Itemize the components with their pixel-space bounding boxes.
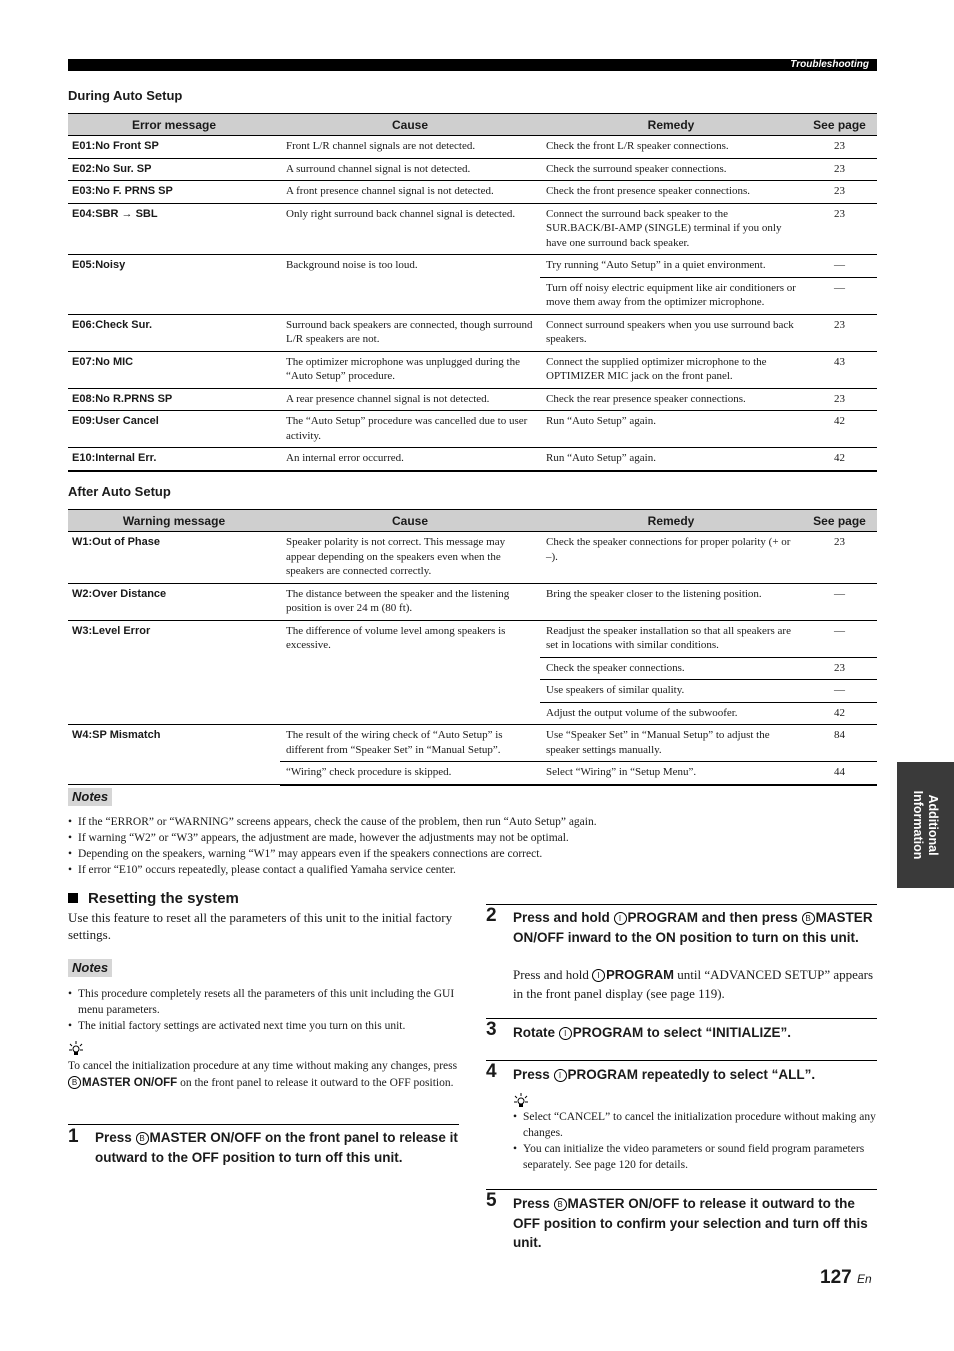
cause: An internal error occurred.: [280, 448, 540, 471]
reset-heading: [68, 890, 239, 907]
circled-b-icon: B: [554, 1198, 567, 1211]
cause: Surround back speakers are connected, though surround L/R speakers are not.: [280, 314, 540, 351]
step-number: 5: [486, 1190, 497, 1211]
tip-icon: [68, 1040, 84, 1060]
step-text: and then press: [698, 910, 802, 925]
remedy: Select “Wiring” in “Setup Menu”.: [540, 762, 802, 785]
tip-text-b: on the front panel to release it outward to the OFF position.: [177, 1076, 454, 1089]
square-bullet-icon: [68, 893, 78, 903]
remedy: Try running “Auto Setup” in a quiet environment.: [540, 255, 802, 278]
divider: [486, 1189, 877, 1190]
see-page: 23: [802, 181, 877, 204]
warning-message: W3:Level Error: [68, 620, 280, 725]
table-row: [68, 314, 877, 351]
step-text: to select “INITIALIZE”.: [643, 1025, 792, 1040]
key-label: PROGRAM: [572, 1025, 644, 1040]
step1-text: [95, 1128, 460, 1167]
key-label: MASTER ON/OFF: [82, 1076, 178, 1089]
see-page: 42: [802, 448, 877, 471]
key-label: PROGRAM: [627, 910, 699, 925]
step-text: inward to the ON position to turn on this unit.: [564, 929, 859, 945]
header-bar: [68, 59, 877, 71]
remedy: Adjust the output volume of the subwoofer.: [540, 702, 802, 725]
error-message: E09:User Cancel: [68, 411, 280, 448]
note-item: • If warning “W2” or “W3” appears, the adjustment are made, however the adjustments may not be optimal.: [68, 830, 868, 846]
tip-text-a: To cancel the initialization procedure at any time without making any changes, press: [68, 1060, 458, 1072]
key-label: PROGRAM: [567, 1067, 639, 1082]
key-label: MASTER ON/OFF: [513, 910, 873, 945]
cause: Speaker polarity is not correct. This message may appear depending on the speakers even when the speakers are connected correctly.: [280, 532, 540, 584]
error-message: E08:No R.PRNS SP: [68, 388, 280, 411]
see-page: —: [802, 583, 877, 620]
remedy: Use speakers of similar quality.: [540, 680, 802, 703]
divider: [486, 904, 877, 905]
error-message: E02:No Sur. SP: [68, 158, 280, 181]
circled-b-icon: B: [802, 912, 815, 925]
page-number-value: 127: [820, 1267, 852, 1288]
remedy: Run “Auto Setup” again.: [540, 448, 802, 471]
step4-tips: [513, 1109, 877, 1173]
see-page: 23: [802, 388, 877, 411]
key-label: MASTER ON/OFF: [567, 1196, 680, 1211]
step-text: Press: [513, 1196, 554, 1211]
reset-intro: Use this feature to reset all the parameters of this unit to the initial factory settings.: [68, 910, 453, 942]
warning-message: W2:Over Distance: [68, 583, 280, 620]
remedy: Use “Speaker Set” in “Manual Setup” to adjust the speaker settings manually.: [540, 725, 802, 762]
remedy: Run “Auto Setup” again.: [540, 411, 802, 448]
note-item: • If the “ERROR” or “WARNING” screens appears, check the cause of the problem, then run “Auto Setup” again.: [68, 814, 868, 830]
language-code: En: [856, 1272, 872, 1286]
cause: The difference of volume level among speakers is excessive.: [280, 620, 540, 725]
see-page: —: [802, 620, 877, 657]
remedy: Connect the supplied optimizer microphone to the OPTIMIZER MIC jack on the front panel.: [540, 351, 802, 388]
table-row: [68, 411, 877, 448]
note-item: • This procedure completely resets all the parameters of this unit including the GUI menu parameters.: [68, 986, 460, 1018]
step-text: Press: [513, 1067, 554, 1082]
table-row: [68, 448, 877, 471]
step-text: Rotate: [513, 1025, 559, 1040]
cause: “Wiring” check procedure is skipped.: [280, 762, 540, 785]
key-label: MASTER ON/OFF: [149, 1130, 262, 1145]
cause: The optimizer microphone was unplugged during the “Auto Setup” procedure.: [280, 351, 540, 388]
circled-b-icon: B: [68, 1076, 81, 1089]
see-page: 84: [802, 725, 877, 762]
during-title: During Auto Setup: [68, 88, 183, 103]
table-row: [68, 388, 877, 411]
col-header: Remedy: [540, 114, 802, 136]
see-page: —: [802, 277, 877, 314]
notes-list: [68, 814, 868, 878]
table-row: [68, 351, 877, 388]
tip-item: • Select “CANCEL” to cancel the initialization procedure without making any changes.: [513, 1109, 877, 1141]
step-text: Press and hold: [513, 910, 614, 925]
section-title: Troubleshooting: [790, 59, 869, 70]
col-header: Cause: [280, 510, 540, 532]
after-title: After Auto Setup: [68, 484, 171, 499]
remedy: Check the front presence speaker connections.: [540, 181, 802, 204]
table-row: [68, 725, 877, 762]
step-text: on the front panel to release it outward to the OFF position to turn off this unit.: [95, 1130, 458, 1165]
col-header: See page: [802, 510, 877, 532]
remedy: Readjust the speaker installation so that all speakers are set in locations with similar conditions.: [540, 620, 802, 657]
page-number: [820, 1267, 872, 1289]
note-item: • If error “E10” occurs repeatedly, please contact a qualified Yamaha service center.: [68, 862, 868, 878]
step-number: 1: [68, 1126, 79, 1147]
note-item: • Depending on the speakers, warning “W1” may appears even if the speakers connections are correct.: [68, 846, 868, 862]
cause: Only right surround back channel signal is detected.: [280, 203, 540, 255]
circled-b-icon: B: [136, 1132, 149, 1145]
divider: [486, 1060, 877, 1061]
circled-i-icon: I: [614, 912, 627, 925]
step3-text: [513, 1023, 877, 1043]
divider: [68, 1124, 459, 1125]
step5-text: [513, 1194, 877, 1253]
remedy: Check the speaker connections.: [540, 657, 802, 680]
col-header: Error message: [68, 114, 280, 136]
error-message: E04:SBR → SBL: [68, 203, 280, 255]
table-row: [68, 532, 877, 584]
error-message: E05:Noisy: [68, 255, 280, 315]
note-item: • The initial factory settings are activated next time you turn on this unit.: [68, 1018, 460, 1034]
step4-text: [513, 1065, 877, 1085]
see-page: 23: [802, 532, 877, 584]
cause: The distance between the speaker and the listening position is over 24 m (80 ft).: [280, 583, 540, 620]
table-row: [68, 583, 877, 620]
warning-message: W1:Out of Phase: [68, 532, 280, 584]
tip-text: [68, 1058, 460, 1091]
error-message: E01:No Front SP: [68, 136, 280, 159]
step-text: Press: [95, 1130, 136, 1145]
error-message: E07:No MIC: [68, 351, 280, 388]
step-number: 3: [486, 1019, 497, 1040]
see-page: 42: [802, 411, 877, 448]
step-number: 2: [486, 905, 497, 926]
error-table: [68, 113, 877, 472]
remedy: Connect the surround back speaker to the SUR.BACK/BI-AMP (SINGLE) terminal if you only have one surround back speaker.: [540, 203, 802, 255]
remedy: Turn off noisy electric equipment like air conditioners or move them away from the optimizer microphone.: [540, 277, 802, 314]
remedy: Bring the speaker closer to the listening position.: [540, 583, 802, 620]
circled-i-icon: I: [559, 1027, 572, 1040]
notes-label: Notes: [68, 959, 112, 977]
tip-item: • You can initialize the video parameters or sound field program parameters separately. See page 120 for details.: [513, 1141, 877, 1173]
see-page: 23: [802, 657, 877, 680]
remedy: Check the rear presence speaker connections.: [540, 388, 802, 411]
key-label: PROGRAM: [606, 967, 674, 982]
col-header: Cause: [280, 114, 540, 136]
step-text: to release it outward to the OFF position to confirm your selection and turn off this unit.: [513, 1196, 868, 1250]
step2-text: [513, 908, 877, 947]
see-page: 42: [802, 702, 877, 725]
table-row: [68, 158, 877, 181]
cause: A front presence channel signal is not detected.: [280, 181, 540, 204]
step-text: repeatedly to select “ALL”.: [638, 1067, 816, 1082]
step2-body: [513, 966, 877, 1003]
warning-table: [68, 509, 877, 786]
reset-title: Resetting the system: [88, 890, 239, 907]
side-tab: [897, 762, 954, 888]
body-text: until “ADVANCED SETUP” appears in the front panel display (see page 119).: [513, 967, 874, 1001]
error-message: E10:Internal Err.: [68, 448, 280, 471]
warning-message: W4:SP Mismatch: [68, 725, 280, 785]
remedy: Check the speaker connections for proper polarity (+ or –).: [540, 532, 802, 584]
step-number: 4: [486, 1061, 497, 1082]
see-page: 23: [802, 158, 877, 181]
error-message: E03:No F. PRNS SP: [68, 181, 280, 204]
table-row: [68, 136, 877, 159]
see-page: —: [802, 255, 877, 278]
see-page: 23: [802, 314, 877, 351]
body-text: Press and hold: [513, 967, 593, 982]
cause: A surround channel signal is not detected.: [280, 158, 540, 181]
cause: The “Auto Setup” procedure was cancelled due to user activity.: [280, 411, 540, 448]
see-page: 23: [802, 203, 877, 255]
remedy: Check the front L/R speaker connections.: [540, 136, 802, 159]
col-header: Warning message: [68, 510, 280, 532]
circled-i-icon: I: [592, 969, 605, 982]
see-page: 43: [802, 351, 877, 388]
cause: Front L/R channel signals are not detected.: [280, 136, 540, 159]
col-header: See page: [802, 114, 877, 136]
table-row: [68, 620, 877, 657]
see-page: 23: [802, 136, 877, 159]
remedy: Check the surround speaker connections.: [540, 158, 802, 181]
table-row: [68, 255, 877, 278]
side-tab-label: Additional Information: [911, 790, 940, 860]
remedy: Connect surround speakers when you use surround back speakers.: [540, 314, 802, 351]
error-message: E06:Check Sur.: [68, 314, 280, 351]
table-row: [68, 181, 877, 204]
divider: [486, 1018, 877, 1019]
see-page: —: [802, 680, 877, 703]
cause: The result of the wiring check of “Auto Setup” is different from “Speaker Set” in “Manual Setup”.: [280, 725, 540, 762]
cause: A rear presence channel signal is not detected.: [280, 388, 540, 411]
circled-i-icon: I: [554, 1069, 567, 1082]
cause: Background noise is too loud.: [280, 255, 540, 315]
notes-label: Notes: [68, 788, 112, 806]
see-page: 44: [802, 762, 877, 785]
reset-notes-list: [68, 986, 460, 1034]
col-header: Remedy: [540, 510, 802, 532]
table-row: [68, 203, 877, 255]
